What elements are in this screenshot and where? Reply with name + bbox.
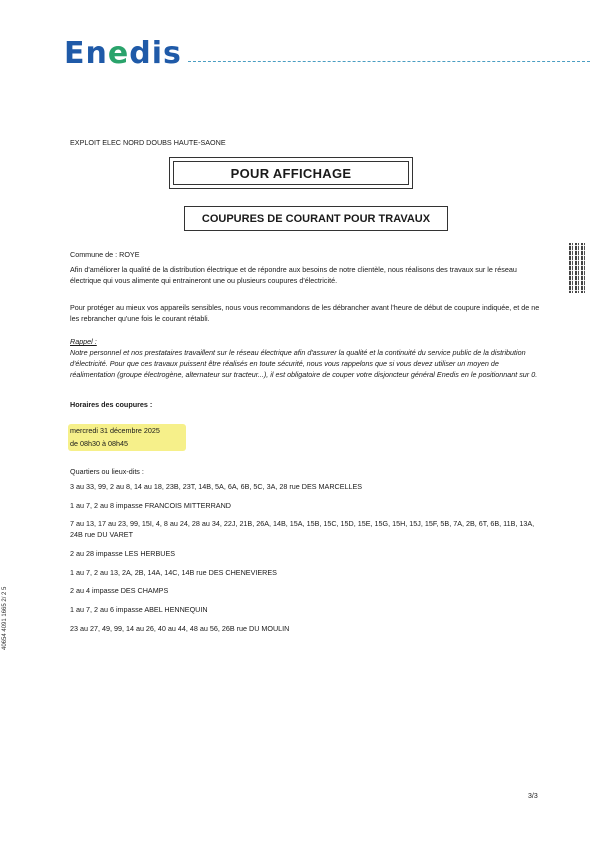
quartiers-heading: Quartiers ou lieux-dits : [70,467,144,476]
rappel-heading: Rappel : [70,337,97,346]
list-item: 3 au 33, 99, 2 au 8, 14 au 18, 23B, 23T, 14B, 5A, 6A, 6B, 5C, 3A, 28 rue DES MARCELLES [70,482,363,491]
list-item: 1 au 7, 2 au 13, 2A, 2B, 14A, 14C, 14B rue DES CHENEVIERES [70,567,277,577]
affichage-title: POUR AFFICHAGE [230,165,352,181]
quartiers-list [70,481,548,641]
affichage-box [169,157,413,189]
list-item: 2 au 28 impasse LES HERBUES [70,549,176,559]
enedis-logo [64,36,182,71]
exploit-label: EXPLOIT ELEC NORD DOUBS HAUTE-SAONE [70,138,226,147]
header-divider [188,61,590,62]
advice-paragraph: Pour protéger au mieux vos appareils sensibles, nous vous recommandons de les débrancher avant l'heure de début de coupure indiquée, et de ne les rebrancher qu'une fois le courant rétabli. [70,303,540,324]
outage-date: mercredi 31 décembre 2025 [70,426,160,435]
logo-part-1: En [64,36,108,71]
intro-paragraph: Afin d'améliorer la qualité de la distribution électrique et de répondre aux besoins de notre clientèle, nous réalisons des travaux sur le réseau électrique qui vous alimente qui entraineront une ou plusieurs coupures d'électricité. [70,265,517,286]
list-item: 23 au 27, 49, 99, 14 au 26, 40 au 44, 48 au 56, 26B rue DU MOULIN [70,623,290,633]
list-item: 1 au 7, 2 au 6 impasse ABEL HENNEQUIN [70,605,208,615]
rappel-text: Notre personnel et nos prestataires travaillent sur le réseau électrique afin d'assurer la qualité et la continuité du service public de la distribution d'électricité. Pour que ces travaux puissent être réalisés en toute sécurité, nous vous rappelons que si vous devez utiliser un moyen de réalimentation (groupe électrogène, alternateur sur tracteur...), il est obligatoire de couper votre disjoncteur général Enedis en le positionnant sur 0. [70,348,538,380]
list-item: 7 au 13, 17 au 23, 99, 15I, 4, 8 au 24, 28 au 34, 22J, 21B, 26A, 14B, 15A, 15B, 15C, 15D, 15E, 15G, 15H, 15J, 15F, 5B, 7A, 2B, 6T, 6B, 11B, 13A, 24B rue DU VARET [70,519,535,540]
horaires-heading: Horaires des coupures : [70,400,153,409]
subtitle-box [184,206,448,231]
page-number: 3/3 [528,793,538,800]
side-reference-code: 40654 4091 1665 2/ 2 5 [2,586,8,650]
outage-time: de 08h30 à 08h45 [70,439,128,448]
list-item: 2 au 4 impasse DES CHAMPS [70,586,169,596]
logo-part-2: e [107,36,130,71]
list-item: 1 au 7, 2 au 8 impasse FRANCOIS MITTERRAND [70,500,231,510]
commune-line: Commune de : ROYE [70,250,140,259]
subtitle-text: COUPURES DE COURANT POUR TRAVAUX [201,212,431,225]
qr-code-pattern [569,243,586,293]
logo-part-3: dis [129,36,182,71]
